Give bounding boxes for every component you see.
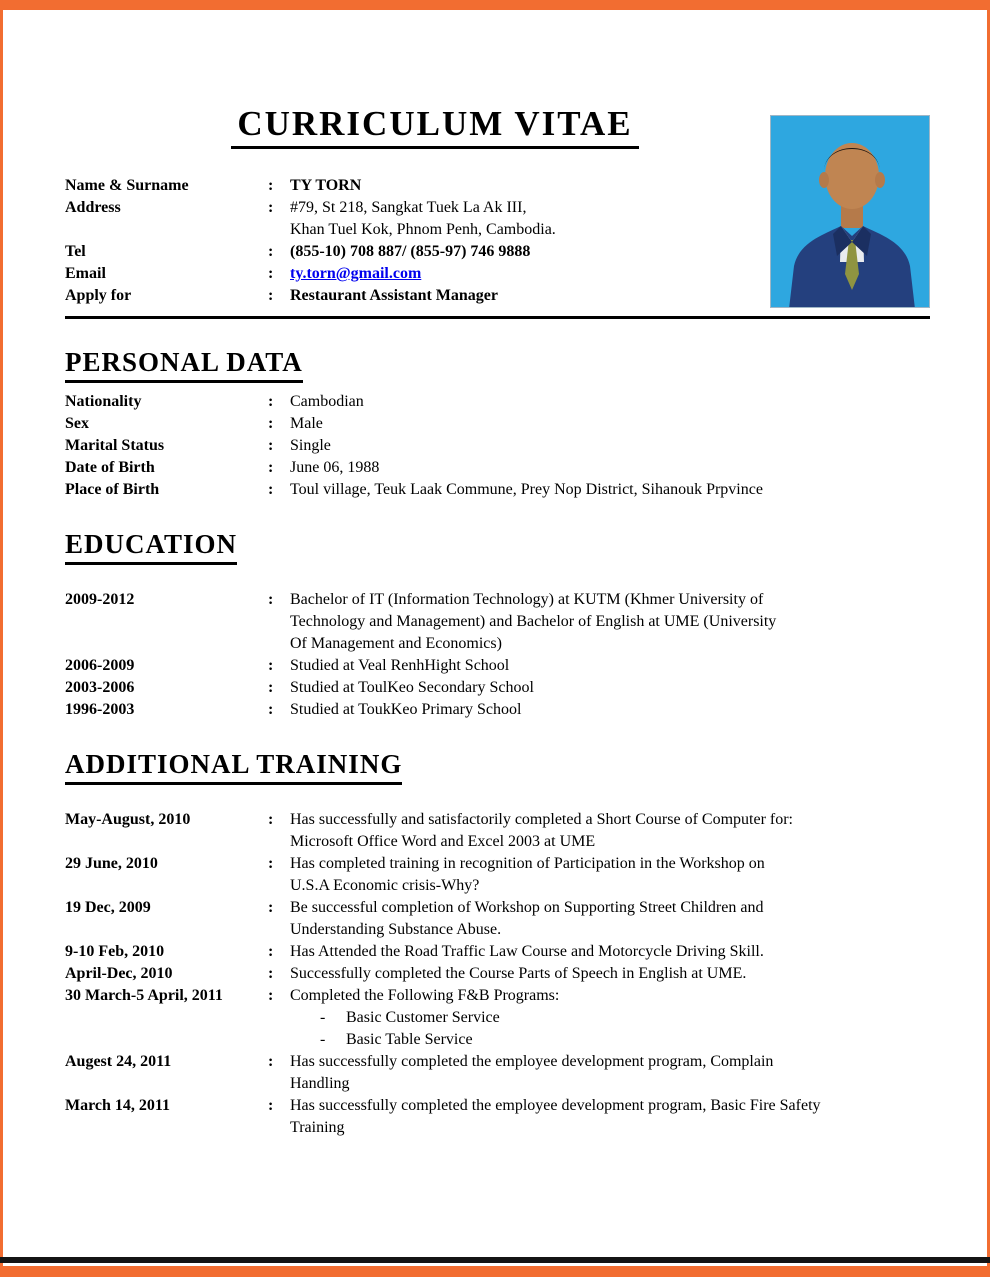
field-value — [290, 479, 930, 501]
field-label: Email — [65, 265, 106, 282]
value-line: Technology and Management) and Bachelor of English at UME (University — [290, 613, 777, 630]
value-line: Has Attended the Road Traffic Law Course and Motorcycle Driving Skill. — [290, 943, 764, 960]
training-row — [65, 809, 930, 853]
bullet-text: Basic Customer Service — [346, 1009, 500, 1026]
colon: : — [268, 679, 274, 696]
value-line: TY TORN — [290, 177, 362, 194]
education-detail — [290, 677, 930, 699]
training-row — [65, 853, 930, 897]
bullet-dash: - — [320, 1031, 326, 1048]
period-label: 30 March-5 April, 2011 — [65, 987, 223, 1004]
colon: : — [268, 1097, 274, 1114]
period-label: 29 June, 2010 — [65, 855, 158, 872]
value-line: Studied at ToulKeo Secondary School — [290, 679, 534, 696]
frame-bottom-black-bar — [0, 1257, 990, 1263]
value-line: Single — [290, 437, 331, 454]
colon: : — [268, 965, 274, 982]
colon: : — [268, 899, 274, 916]
colon: : — [268, 415, 274, 432]
value-line: Be successful completion of Workshop on Supporting Street Children and — [290, 899, 764, 916]
training-detail — [290, 1095, 930, 1139]
value-line: June 06, 1988 — [290, 459, 380, 476]
training-row — [65, 985, 930, 1051]
field-label: Place of Birth — [65, 481, 160, 498]
frame-top-bar — [0, 0, 990, 10]
training-detail — [290, 809, 930, 853]
section-heading-education: EDUCATION — [65, 529, 237, 565]
value-line: Understanding Substance Abuse. — [290, 921, 502, 938]
field-label: Marital Status — [65, 437, 165, 454]
value-line: Successfully completed the Course Parts of Speech in English at UME. — [290, 965, 747, 982]
applicant-photo — [770, 115, 930, 308]
colon: : — [268, 987, 274, 1004]
training-row — [65, 963, 930, 985]
value-line: Handling — [290, 1075, 350, 1092]
period-label: March 14, 2011 — [65, 1097, 171, 1114]
colon: : — [268, 481, 274, 498]
field-label: Nationality — [65, 393, 142, 410]
training-row — [65, 897, 930, 941]
colon: : — [268, 459, 274, 476]
field-value — [290, 391, 930, 413]
colon: : — [268, 657, 274, 674]
colon: : — [268, 591, 274, 608]
training-detail — [290, 1051, 930, 1095]
field-label: Date of Birth — [65, 459, 155, 476]
training-row — [65, 941, 930, 963]
period-label: April-Dec, 2010 — [65, 965, 173, 982]
value-line: Training — [290, 1119, 345, 1136]
section-heading-additional-training: ADDITIONAL TRAINING — [65, 749, 402, 785]
education-rows — [65, 589, 930, 721]
education-row — [65, 677, 930, 699]
bullet-item — [290, 1029, 930, 1051]
field-row-date-of-birth — [65, 457, 930, 479]
value-line: Cambodian — [290, 393, 364, 410]
field-row-nationality — [65, 391, 930, 413]
value-line: Has successfully completed the employee development program, Complain — [290, 1053, 774, 1070]
value-line: Studied at Veal RenhHight School — [290, 657, 510, 674]
field-label: Address — [65, 199, 121, 216]
person-portrait-graphic — [771, 116, 930, 308]
period-label: 9-10 Feb, 2010 — [65, 943, 165, 960]
field-label: Sex — [65, 415, 89, 432]
education-row — [65, 699, 930, 721]
colon: : — [268, 199, 274, 216]
colon: : — [268, 855, 274, 872]
bullet-dash: - — [320, 1009, 326, 1026]
period-label: 2006-2009 — [65, 657, 135, 674]
value-line: Has successfully and satisfactorily completed a Short Course of Computer for: — [290, 811, 793, 828]
value-line: Microsoft Office Word and Excel 2003 at UME — [290, 833, 596, 850]
education-detail — [290, 699, 930, 721]
colon: : — [268, 1053, 274, 1070]
section-personal-data — [65, 347, 930, 383]
title-wrap — [65, 104, 805, 149]
additional-training-rows — [65, 809, 930, 1139]
value-line: Restaurant Assistant Manager — [290, 287, 498, 304]
page-title: CURRICULUM VITAE — [231, 104, 638, 149]
training-detail — [290, 985, 930, 1051]
section-additional-training — [65, 749, 930, 785]
training-row — [65, 1051, 930, 1095]
section-heading-personal-data: PERSONAL DATA — [65, 347, 303, 383]
period-label: 2009-2012 — [65, 591, 135, 608]
education-detail — [290, 589, 930, 655]
colon: : — [268, 811, 274, 828]
value-line: Khan Tuel Kok, Phnom Penh, Cambodia. — [290, 221, 556, 238]
field-label: Apply for — [65, 287, 132, 304]
colon: : — [268, 177, 274, 194]
frame-left-bar — [0, 0, 3, 1277]
frame-bottom-orange-bar — [0, 1266, 990, 1277]
education-detail — [290, 655, 930, 677]
value-line: Male — [290, 415, 323, 432]
section-education — [65, 529, 930, 565]
colon: : — [268, 265, 274, 282]
training-detail — [290, 963, 930, 985]
value-line: Toul village, Teuk Laak Commune, Prey Nop District, Sihanouk Prpvince — [290, 481, 763, 498]
value-line: (855-10) 708 887/ (855-97) 746 9888 — [290, 243, 531, 260]
bullet-text: Basic Table Service — [346, 1031, 473, 1048]
field-value — [290, 457, 930, 479]
value-line: Studied at ToukKeo Primary School — [290, 701, 522, 718]
training-detail — [290, 853, 930, 897]
field-row-place-of-birth — [65, 479, 930, 501]
colon: : — [268, 437, 274, 454]
colon: : — [268, 287, 274, 304]
period-label: 19 Dec, 2009 — [65, 899, 151, 916]
colon: : — [268, 701, 274, 718]
period-label: May-August, 2010 — [65, 811, 191, 828]
colon: : — [268, 393, 274, 410]
field-row-marital-status — [65, 435, 930, 457]
value-line: Has successfully completed the employee development program, Basic Fire Safety — [290, 1097, 821, 1114]
field-value — [290, 435, 930, 457]
field-label: Tel — [65, 243, 86, 260]
email-link[interactable]: ty.torn@gmail.com — [290, 265, 422, 282]
field-label: Name & Surname — [65, 177, 189, 194]
personal-data-rows — [65, 391, 930, 501]
period-label: 1996-2003 — [65, 701, 135, 718]
value-line: Completed the Following F&B Programs: — [290, 987, 560, 1004]
value-line: Has completed training in recognition of Participation in the Workshop on — [290, 855, 765, 872]
value-line: #79, St 218, Sangkat Tuek La Ak III, — [290, 199, 527, 216]
period-label: 2003-2006 — [65, 679, 135, 696]
value-line: Of Management and Economics) — [290, 635, 502, 652]
colon: : — [268, 943, 274, 960]
training-row — [65, 1095, 930, 1139]
page-content — [65, 0, 930, 1139]
field-value — [290, 413, 930, 435]
education-row — [65, 655, 930, 677]
header-divider-rule — [65, 316, 930, 319]
period-label: Augest 24, 2011 — [65, 1053, 172, 1070]
colon: : — [268, 243, 274, 260]
education-row — [65, 589, 930, 655]
value-line: Bachelor of IT (Information Technology) at KUTM (Khmer University of — [290, 591, 764, 608]
training-detail — [290, 941, 930, 963]
bullet-item — [290, 1007, 930, 1029]
training-detail — [290, 897, 930, 941]
value-line: U.S.A Economic crisis-Why? — [290, 877, 480, 894]
field-row-sex — [65, 413, 930, 435]
